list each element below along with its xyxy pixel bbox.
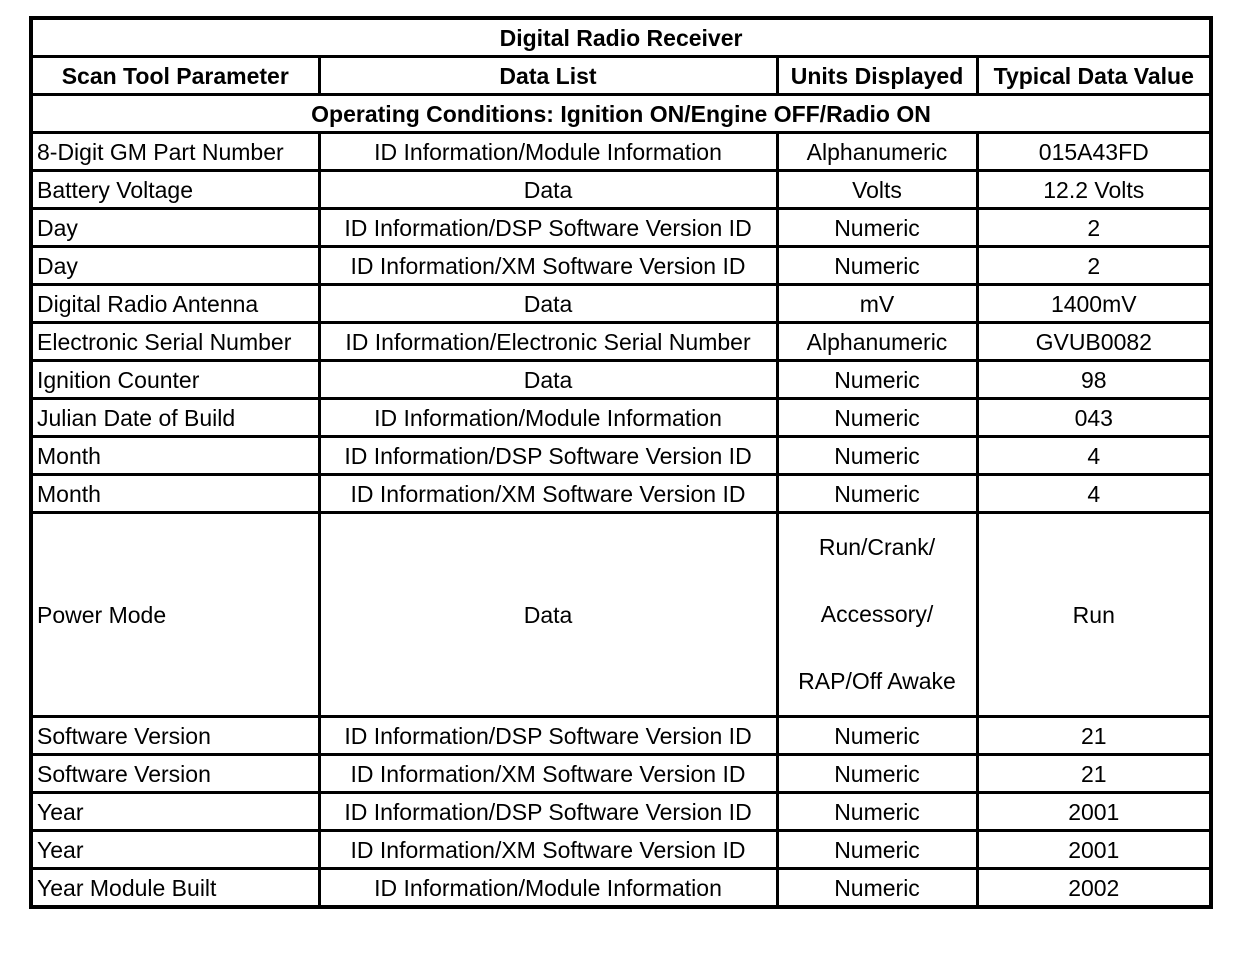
- data-list-cell: Data: [319, 361, 777, 399]
- data-list-cell: ID Information/XM Software Version ID: [319, 755, 777, 793]
- parameter-cell: Day: [31, 209, 319, 247]
- typical-value-cell: Run: [977, 513, 1211, 717]
- table-row: [31, 755, 1211, 793]
- typical-value-cell: 2002: [977, 869, 1211, 908]
- table-body: [31, 133, 1211, 908]
- parameter-cell: Year Module Built: [31, 869, 319, 908]
- table-row: [31, 361, 1211, 399]
- data-list-cell: Data: [319, 285, 777, 323]
- typical-value-cell: 2001: [977, 793, 1211, 831]
- units-cell: Numeric: [777, 247, 977, 285]
- typical-value-cell: 98: [977, 361, 1211, 399]
- parameter-cell: Battery Voltage: [31, 171, 319, 209]
- table-row: [31, 399, 1211, 437]
- typical-value-cell: 015A43FD: [977, 133, 1211, 171]
- units-line: Run/Crank/: [818, 534, 936, 560]
- units-cell: mV: [777, 285, 977, 323]
- data-list-cell: ID Information/DSP Software Version ID: [319, 793, 777, 831]
- parameter-cell: Month: [31, 475, 319, 513]
- units-cell: Numeric: [777, 361, 977, 399]
- data-list-cell: ID Information/DSP Software Version ID: [319, 209, 777, 247]
- parameter-cell: Software Version: [31, 717, 319, 755]
- data-list-cell: ID Information/XM Software Version ID: [319, 831, 777, 869]
- typical-value-cell: 043: [977, 399, 1211, 437]
- header-scan-tool-parameter: Scan Tool Parameter: [31, 57, 319, 95]
- typical-value-cell: 12.2 Volts: [977, 171, 1211, 209]
- parameter-cell: Ignition Counter: [31, 361, 319, 399]
- parameter-cell: Power Mode: [31, 513, 319, 717]
- digital-radio-receiver-table: [29, 16, 1213, 909]
- table-row: [31, 793, 1211, 831]
- table-row: [31, 475, 1211, 513]
- table-row: [31, 437, 1211, 475]
- parameter-cell: 8-Digit GM Part Number: [31, 133, 319, 171]
- data-list-cell: ID Information/Module Information: [319, 399, 777, 437]
- data-list-cell: Data: [319, 171, 777, 209]
- parameter-cell: Julian Date of Build: [31, 399, 319, 437]
- parameter-cell: Year: [31, 793, 319, 831]
- data-list-cell: ID Information/XM Software Version ID: [319, 475, 777, 513]
- data-list-cell: Data: [319, 513, 777, 717]
- table-row: [31, 247, 1211, 285]
- parameter-cell: Digital Radio Antenna: [31, 285, 319, 323]
- typical-value-cell: 21: [977, 755, 1211, 793]
- typical-value-cell: 2001: [977, 831, 1211, 869]
- table-row: [31, 513, 1211, 717]
- table-title: Digital Radio Receiver: [31, 18, 1211, 57]
- data-list-cell: ID Information/XM Software Version ID: [319, 247, 777, 285]
- typical-value-cell: 4: [977, 475, 1211, 513]
- table-row: [31, 171, 1211, 209]
- table-row: [31, 869, 1211, 908]
- units-cell: Volts: [777, 171, 977, 209]
- parameter-cell: Software Version: [31, 755, 319, 793]
- units-cell: Numeric: [777, 869, 977, 908]
- header-typical-data-value: Typical Data Value: [977, 57, 1211, 95]
- table-row: [31, 717, 1211, 755]
- typical-value-cell: 4: [977, 437, 1211, 475]
- units-cell: Numeric: [777, 209, 977, 247]
- parameter-cell: Year: [31, 831, 319, 869]
- data-list-cell: ID Information/DSP Software Version ID: [319, 437, 777, 475]
- typical-value-cell: 2: [977, 209, 1211, 247]
- table-row: [31, 133, 1211, 171]
- parameter-cell: Day: [31, 247, 319, 285]
- units-cell: Numeric: [777, 793, 977, 831]
- table-row: [31, 209, 1211, 247]
- parameter-cell: Electronic Serial Number: [31, 323, 319, 361]
- header-units-displayed: Units Displayed: [777, 57, 977, 95]
- units-line: RAP/Off Awake: [798, 668, 956, 694]
- parameter-cell: Month: [31, 437, 319, 475]
- units-cell: Numeric: [777, 399, 977, 437]
- units-cell: [777, 513, 977, 717]
- typical-value-cell: 2: [977, 247, 1211, 285]
- table-title-row: [31, 18, 1211, 57]
- units-cell: Numeric: [777, 717, 977, 755]
- header-data-list: Data List: [319, 57, 777, 95]
- table-header-row: [31, 57, 1211, 95]
- typical-value-cell: GVUB0082: [977, 323, 1211, 361]
- table-row: [31, 831, 1211, 869]
- units-cell: Numeric: [777, 475, 977, 513]
- units-cell: Numeric: [777, 755, 977, 793]
- units-cell: Numeric: [777, 831, 977, 869]
- typical-value-cell: 21: [977, 717, 1211, 755]
- units-cell: Alphanumeric: [777, 133, 977, 171]
- data-list-cell: ID Information/DSP Software Version ID: [319, 717, 777, 755]
- units-cell: Numeric: [777, 437, 977, 475]
- data-list-cell: ID Information/Electronic Serial Number: [319, 323, 777, 361]
- units-line: Accessory/: [820, 601, 934, 627]
- units-cell: Alphanumeric: [777, 323, 977, 361]
- table-row: [31, 323, 1211, 361]
- table-row: [31, 285, 1211, 323]
- operating-conditions-row: [31, 95, 1211, 133]
- typical-value-cell: 1400mV: [977, 285, 1211, 323]
- operating-conditions: Operating Conditions: Ignition ON/Engine OFF/Radio ON: [31, 95, 1211, 133]
- data-list-cell: ID Information/Module Information: [319, 869, 777, 908]
- data-list-cell: ID Information/Module Information: [319, 133, 777, 171]
